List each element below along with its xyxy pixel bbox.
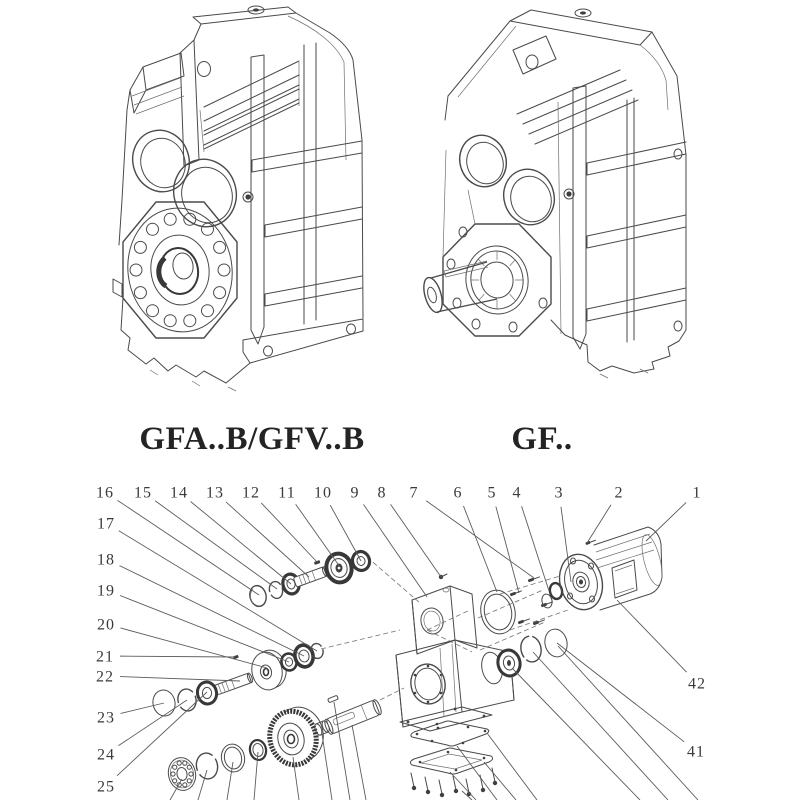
gear-housing bbox=[396, 586, 514, 731]
leader-line-19 bbox=[120, 595, 289, 662]
leader-line-16 bbox=[117, 500, 259, 595]
callout-label-15: 15 bbox=[134, 484, 152, 502]
callout-numbers bbox=[96, 485, 706, 796]
output-flange bbox=[443, 224, 551, 336]
callout-label-3: 3 bbox=[554, 484, 564, 502]
callout-label-20: 20 bbox=[97, 616, 115, 634]
gearbox-drawing-solid-shaft bbox=[420, 9, 686, 378]
leader-line-20 bbox=[120, 628, 267, 668]
leader-line-15 bbox=[155, 501, 277, 589]
callout-label-17: 17 bbox=[97, 515, 115, 533]
input-bores bbox=[453, 129, 561, 231]
leader-line-24 bbox=[118, 700, 187, 746]
callout-label-8: 8 bbox=[377, 484, 387, 502]
leader-line-21 bbox=[120, 656, 235, 657]
callout-label-2: 2 bbox=[614, 484, 624, 502]
callout-label-12: 12 bbox=[242, 484, 260, 502]
callout-label-10: 10 bbox=[314, 484, 332, 502]
leader-line-11 bbox=[296, 504, 340, 567]
input-gear bbox=[323, 551, 354, 585]
motor-drawing bbox=[554, 527, 666, 614]
output-shaft-parts bbox=[165, 695, 383, 793]
leader-line-22 bbox=[120, 677, 240, 681]
mounting-studs bbox=[439, 539, 596, 625]
callout-label-11: 11 bbox=[278, 484, 296, 502]
callout-label-21: 21 bbox=[96, 648, 114, 666]
terminal-box bbox=[612, 560, 637, 598]
callout-label-6: 6 bbox=[453, 484, 463, 502]
leader-line-14 bbox=[191, 502, 291, 584]
ball-bearing bbox=[165, 755, 198, 793]
leader-line-5 bbox=[496, 506, 519, 593]
callout-label-23: 23 bbox=[97, 709, 115, 727]
circlip bbox=[194, 751, 220, 781]
leader-line-7 bbox=[426, 501, 534, 578]
leader-line-6 bbox=[463, 506, 497, 592]
leader-line-13 bbox=[226, 502, 309, 577]
callout-label-42: 42 bbox=[688, 675, 706, 693]
pinion-shaft bbox=[293, 566, 328, 587]
callout-label-5: 5 bbox=[487, 484, 497, 502]
figure-label-left: GFA..B/GFV..B bbox=[139, 421, 365, 457]
input-bearing-set bbox=[496, 627, 570, 678]
exploded-view bbox=[96, 485, 706, 800]
callout-label-14: 14 bbox=[170, 484, 188, 502]
leader-line-1 bbox=[646, 502, 686, 541]
key bbox=[314, 560, 321, 565]
output-gear bbox=[264, 702, 329, 770]
leader-line-12 bbox=[261, 503, 317, 562]
spacer-ring bbox=[248, 739, 268, 762]
leader-line-18 bbox=[119, 566, 304, 656]
callout-label-9: 9 bbox=[350, 484, 360, 502]
callout-label-18: 18 bbox=[97, 551, 115, 569]
bearing bbox=[195, 680, 218, 705]
callout-label-19: 19 bbox=[97, 582, 115, 600]
callout-label-13: 13 bbox=[206, 484, 224, 502]
leader-line-25 bbox=[117, 692, 207, 776]
callout-label-1: 1 bbox=[692, 484, 702, 502]
oil-seal bbox=[219, 742, 247, 774]
cut-leader-lines bbox=[170, 646, 698, 800]
key bbox=[328, 695, 339, 702]
leader-line-42 bbox=[617, 600, 687, 672]
callout-label-4: 4 bbox=[512, 484, 522, 502]
ear-hole bbox=[526, 55, 538, 69]
intermediate-shaft-parts bbox=[209, 642, 325, 697]
seal-cap bbox=[248, 584, 269, 608]
input-shaft-parts bbox=[248, 550, 372, 608]
housing-gasket bbox=[411, 721, 489, 746]
callout-label-7: 7 bbox=[409, 484, 419, 502]
motor-bolt bbox=[585, 539, 596, 545]
callout-label-22: 22 bbox=[96, 668, 114, 686]
gearbox-drawing-shaft-mounted bbox=[113, 6, 363, 391]
leader-line-23 bbox=[121, 703, 164, 713]
figure-label-right: GF.. bbox=[511, 421, 573, 457]
callout-label-25: 25 bbox=[97, 778, 115, 796]
oil-pan-cover bbox=[410, 748, 492, 774]
callout-label-41: 41 bbox=[687, 743, 705, 761]
leader-line-9 bbox=[363, 504, 427, 597]
leader-line-2 bbox=[587, 505, 611, 543]
leader-line-41 bbox=[557, 643, 684, 742]
callout-label-24: 24 bbox=[97, 746, 115, 764]
callout-label-16: 16 bbox=[96, 484, 114, 502]
ear-hole bbox=[198, 62, 211, 77]
leader-line-8 bbox=[391, 504, 441, 577]
output-shaft bbox=[420, 261, 497, 315]
